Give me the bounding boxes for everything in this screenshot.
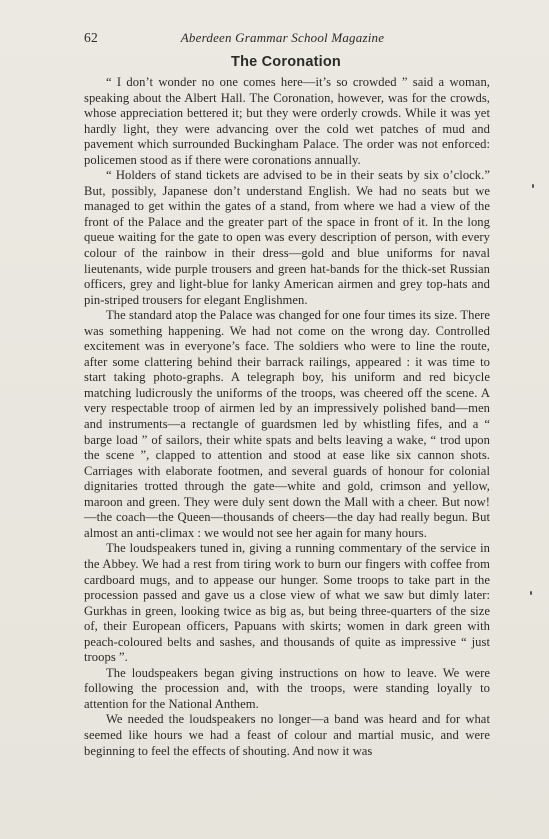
running-head	[0, 30, 549, 50]
journal-title: Aberdeen Grammar School Magazine	[180, 30, 385, 45]
scan-speck	[532, 184, 534, 188]
paragraph-6: We needed the loudspeakers no longer—a band was heard and for what seemed like hours we had a feast of colour and martial music, and were beginning to feel the effects of shouting. And now it was	[84, 712, 490, 758]
article-title: The Coronation	[231, 54, 341, 70]
page-number: 62	[84, 30, 99, 45]
paragraph-2: “ Holders of stand tickets are advised to be in their seats by six o’clock.” But, possibly, Japanese don’t understand English. We had no seats but we managed to get within the gates of a stand, from where we had a view of the front of the Palace and the greater part of the space in front of it. In the long queue waiting for the gate to open was every description of person, with every colour of the rainbow in their dress—gold and blue uniforms for naval lieutenants, wide purple trousers and green hat-bands for the thick-set Russian officers, grey and light-blue for lanky American airmen and grey top-hats and pin-striped trousers for elegant Englishmen.	[84, 168, 490, 307]
paragraph-1: “ I don’t wonder no one comes here—it’s so crowded ” said a woman, speaking about the Albert Hall. The Coronation, however, was for the crowds, whose appreciation bettered it; but they were orderly crowds. While it was yet hardly light, they were advancing over the cold wet patches of mud and pavement which surrounded Buckingham Palace. The order was not enforced: policemen stood as if there were coronations annually.	[84, 75, 490, 167]
scan-speck	[530, 591, 532, 595]
paragraph-5: The loudspeakers began giving instructions on how to leave. We were following the procession and, with the troops, were standing loyally to attention for the National Anthem.	[84, 665, 490, 711]
paragraph-4: The loudspeakers tuned in, giving a running commentary of the service in the Abbey. We had a rest from tiring work to burn our fingers with coffee from cardboard mugs, and to appease our hunger. Some troops to take part in the procession passed and gave us a close view of what we saw but dimly later: Gurkhas in green, looking twice as big as, but being three-quarters of the size of, their European officers, Papuans with skirts; women in dark green with peach-coloured belts and sashes, and thousands of quite as impressive “ just troops ”.	[84, 541, 490, 665]
paragraph-3: The standard atop the Palace was changed for one four times its size. There was something happening. We had not come on the wrong day. Controlled excitement was in everyone’s face. The soldiers who were to line the route, after some clattering behind their barrack railings, appeared : it was time to start taking photo-graphs. A telegraph boy, his uniform and red bicycle matching ludicrously the uniforms of the troops, was cheered off the scene. A very respectable troop of airmen led by an impressively polished band—men and instruments—a rectangle of guardsmen led by whistling fifes, and a “ barge load ” of sailors, their white spats and belts leaving a wake, “ trod upon the scene ”, clapped to attention and stood at ease like six cannon shots. Carriages with elaborate footmen, and several guards of honour for colonial dignitaries trotted through the gate—white and gold, crimson and yellow, maroon and green. They were duly sent down the Mall with a cheer. But now!—the coach—the Queen—thousands of cheers—the day had really begun. But almost an anti-climax : we would not see her again for many hours.	[84, 308, 490, 540]
article-body	[84, 75, 490, 759]
